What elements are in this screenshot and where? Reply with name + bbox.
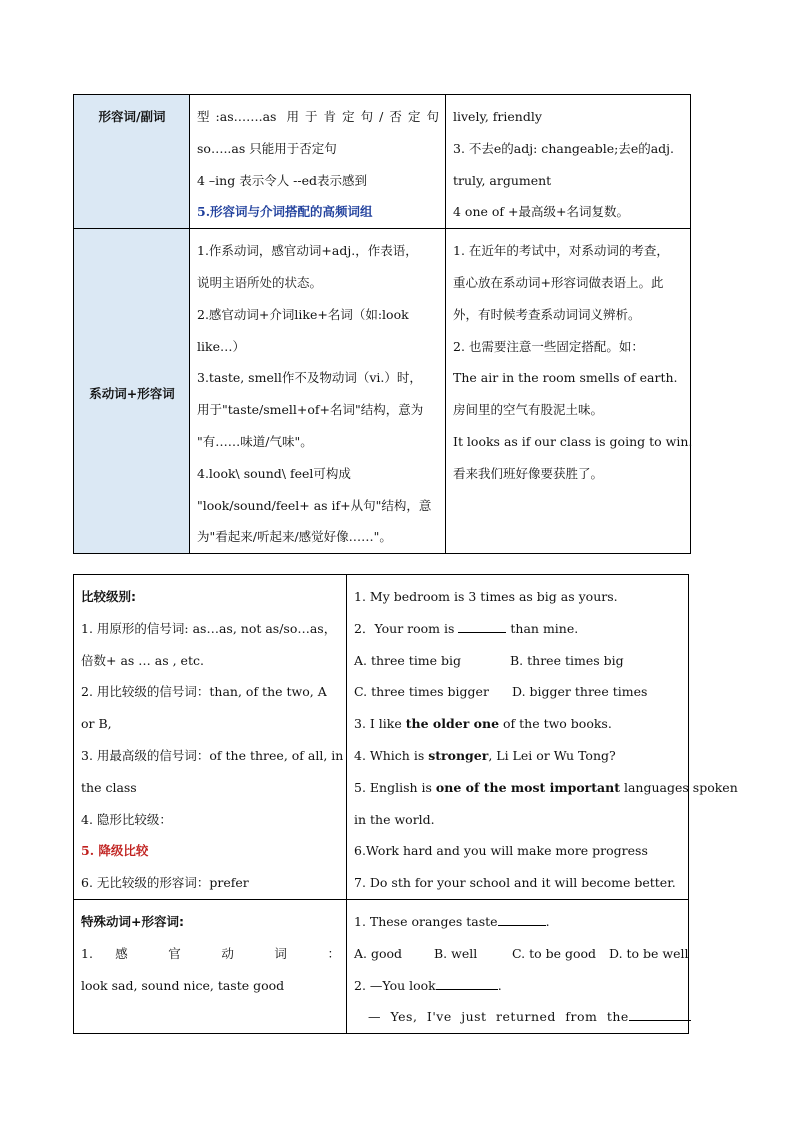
special-verbs-rules-cell	[74, 899, 347, 1033]
note-line: 1. 在近年的考试中，对系动词的考查，	[453, 243, 669, 259]
rule-line: 说明主语所处的状态。	[197, 274, 323, 290]
option-b: B. well	[434, 945, 478, 961]
question-line: 2. —You look .	[354, 977, 502, 993]
linking-verb-notes-cell	[446, 229, 691, 554]
option-a: A. three time big	[354, 652, 462, 668]
row-label: 形容词/副词	[74, 95, 190, 229]
note-line: 3. 不去e的adj: changeable;去e的adj.	[453, 140, 675, 156]
answer-blank[interactable]	[436, 977, 498, 990]
rule-line: 2.感官动词+介词like+名词（如:look	[197, 306, 409, 322]
row-label: 系动词+形容词	[74, 229, 190, 554]
special-verbs-examples-cell	[347, 899, 689, 1033]
rule-line: 2. 用比较级的信号词：than, of the two, A	[81, 684, 327, 700]
example-text: , Li Lei or Wu Tong?	[488, 747, 616, 763]
example-line: 6.Work hard and you will make more progress	[354, 843, 648, 859]
example-text: 3. I like	[354, 716, 402, 732]
example-translation: 看来我们班好像要获胜了。	[453, 465, 604, 481]
example-line	[354, 708, 682, 740]
option-b: B. three times big	[510, 652, 624, 668]
question-line	[354, 613, 682, 645]
example-sentence: It looks as if our class is going to win.	[453, 433, 693, 449]
row-linking-verb	[74, 229, 691, 554]
adjective-rules-cell	[190, 95, 446, 229]
question-line: 1. These oranges taste .	[354, 913, 550, 929]
note-line: 4 one of +最高级+名词复数。	[453, 204, 629, 220]
adjective-notes-cell	[446, 95, 691, 229]
rule-line: 1. 感 官 动 词 ：	[81, 945, 340, 961]
comparison-rules-cell	[74, 575, 347, 900]
rule-line: 4. 隐形比较级：	[81, 811, 172, 827]
rule-line-highlight: 5. 降级比较	[81, 843, 149, 859]
rule-line: 型:as…….as 用于肯定句/否定句	[197, 109, 439, 124]
rule-line: "look/sound/feel+ as if+从句"结构，意	[197, 497, 432, 513]
grammar-table-1	[73, 94, 691, 554]
rule-line: 3. 用最高级的信号词：of the three, of all, in	[81, 747, 344, 763]
example-text: languages spoken	[623, 779, 738, 795]
linking-verb-rules-cell	[190, 229, 446, 554]
row-special-verbs	[74, 899, 689, 1033]
rule-line: 倍数+ as … as , etc.	[81, 652, 204, 668]
example-line	[354, 740, 682, 772]
rule-line: 6. 无比较级的形容词：prefer	[81, 875, 249, 891]
rule-line: 1. 用原形的信号词: as…as, not as/so…as，	[81, 620, 337, 636]
option-c: C. to be good	[512, 945, 597, 961]
question-text: 2. —You look	[354, 977, 436, 993]
answer-blank[interactable]	[498, 913, 546, 926]
rule-line: 1.作系动词，感官动词+adj.，作表语，	[197, 243, 418, 259]
answer-blank[interactable]	[629, 1008, 691, 1021]
question-text: — Yes, I've just returned from the	[368, 1009, 629, 1025]
rule-line: 4 –ing 表示令人 --ed表示感到	[197, 172, 368, 188]
example-bold: the older one	[405, 716, 500, 732]
example-text: 4. Which is	[354, 747, 425, 763]
rule-line: 为"看起来/听起来/感觉好像……"。	[197, 529, 392, 545]
options-line	[354, 676, 682, 708]
row-adjective-adverb	[74, 95, 691, 229]
rule-line: 3.taste, smell作不及物动词（vi.）时，	[197, 370, 422, 386]
options-line	[354, 938, 689, 970]
rule-line: look sad, sound nice, taste good	[81, 977, 285, 993]
section-heading: 比较级别:	[81, 589, 136, 604]
example-text: 5. English is	[354, 779, 432, 795]
example-line	[354, 772, 738, 804]
question-text: 2．Your room is	[354, 620, 455, 636]
example-line: in the world.	[354, 811, 435, 827]
rule-line: 4.look\ sound\ feel可构成	[197, 465, 351, 481]
comparison-examples-cell	[347, 575, 738, 900]
note-line: lively, friendly	[453, 109, 542, 124]
option-d: D. to be well	[609, 945, 689, 961]
example-bold: one of the most important	[435, 779, 620, 795]
note-line: 2. 也需要注意一些固定搭配。如：	[453, 338, 644, 354]
grammar-table-2	[73, 574, 738, 1034]
rule-line: "有……味道/气味"。	[197, 433, 313, 449]
rule-line: the class	[81, 779, 137, 795]
note-line: 外，有时候考查系动词词义辨析。	[453, 306, 641, 322]
note-line: truly, argument	[453, 172, 552, 188]
option-d: D. bigger three times	[512, 684, 648, 700]
example-line: 1. My bedroom is 3 times as big as yours.	[354, 589, 618, 604]
rule-line-highlight: 5.形容词与介词搭配的高频词组	[197, 204, 373, 220]
row-comparison	[74, 575, 689, 900]
answer-blank[interactable]	[458, 620, 506, 633]
example-translation: 房间里的空气有股泥土味。	[453, 402, 604, 418]
example-bold: stronger	[428, 747, 489, 763]
question-text: than mine.	[510, 620, 579, 636]
rule-line: 用于"taste/smell+of+名词"结构，意为	[197, 402, 424, 418]
note-line: 重心放在系动词+形容词做表语上。此	[453, 274, 664, 290]
example-text: of the two books.	[503, 716, 612, 732]
section-heading: 特殊动词+形容词:	[81, 913, 184, 929]
rule-line: like…）	[197, 338, 245, 354]
question-line	[354, 1001, 682, 1033]
options-line	[354, 645, 682, 677]
question-text: 1. These oranges taste	[354, 913, 498, 929]
option-c: C. three times bigger	[354, 684, 489, 700]
option-a: A. good	[354, 945, 403, 961]
rule-line: or B,	[81, 716, 112, 732]
example-sentence: The air in the room smells of earth.	[453, 370, 678, 386]
example-line: 7. Do sth for your school and it will become better.	[354, 875, 676, 891]
rule-line: so…..as 只能用于否定句	[197, 140, 337, 156]
